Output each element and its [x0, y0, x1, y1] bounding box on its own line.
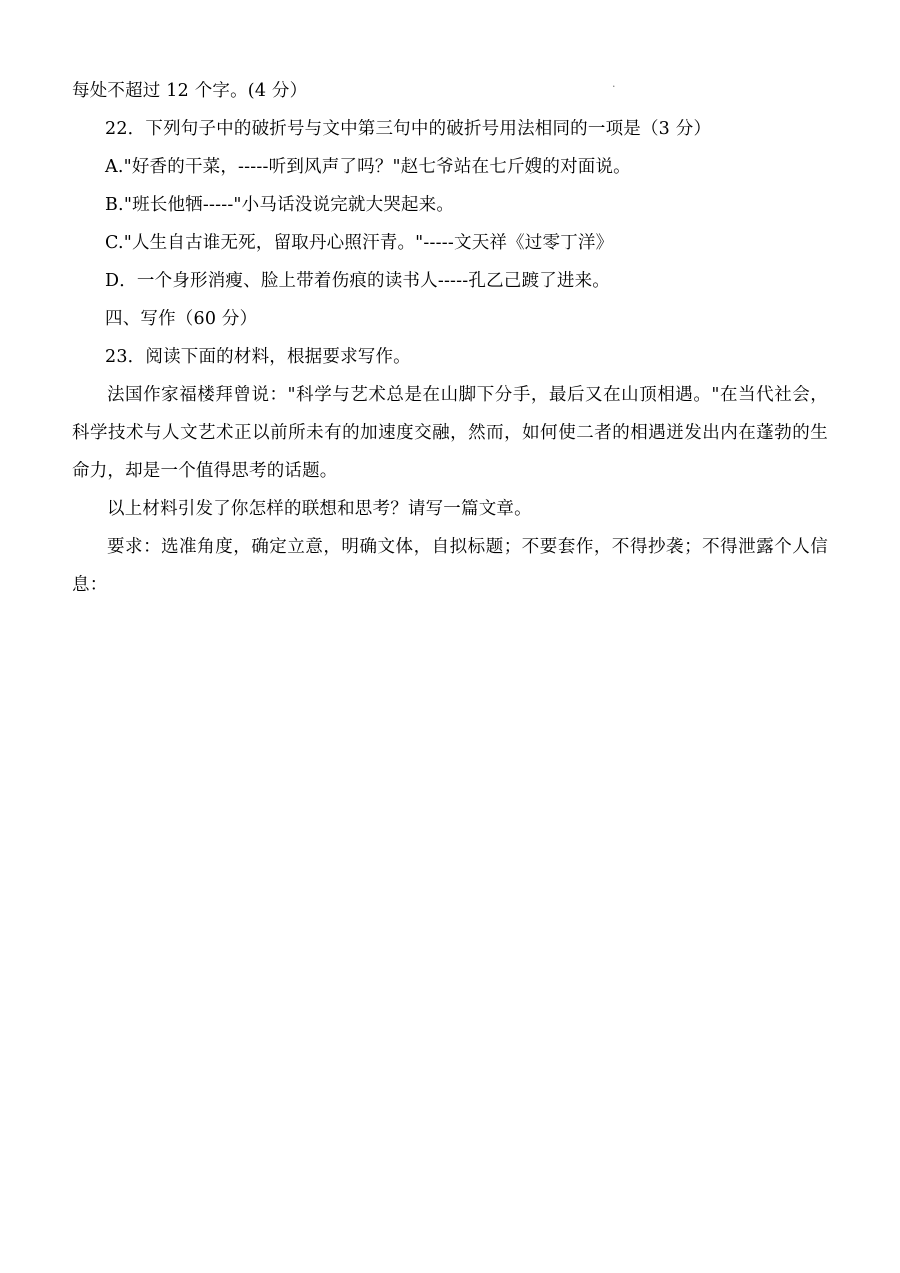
question-23-stem: 23．阅读下面的材料，根据要求写作。: [105, 347, 411, 367]
question-22-option-b: B."班长他牺-----"小马话没说完就大哭起来。: [105, 195, 455, 215]
question-22-stem: 22．下列句子中的破折号与文中第三句中的破折号用法相同的一项是（3 分）: [105, 119, 712, 139]
essay-prompt-paragraph: 以上材料引发了你怎样的联想和思考？请写一篇文章。: [107, 499, 532, 519]
essay-material-paragraph: 法国作家福楼拜曾说："科学与艺术总是在山脚下分手，最后又在山顶相遇。"在当代社会，科学技术与人文艺术正以前所未有的加速度交融，然而，如何使二者的相遇迸发出内在蓬勃的生命力，却是一个值得思考的话题。: [72, 385, 828, 481]
page-dot-mark: .: [612, 77, 616, 90]
document-body: [72, 72, 828, 604]
question-22-option-c: C."人生自古谁无死，留取丹心照汗青。"-----文天祥《过零丁洋》: [105, 233, 614, 253]
question-22-option-d: D．一个身形消瘦、脸上带着伤痕的读书人-----孔乙己踱了进来。: [105, 271, 610, 291]
question-22-option-a: A."好香的干菜，-----听到风声了吗？"赵七爷站在七斤嫂的对面说。: [105, 157, 631, 177]
essay-requirements-paragraph: 要求：选准角度，确定立意，明确文体，自拟标题；不要套作，不得抄袭；不得泄露个人信息：: [72, 537, 828, 595]
section-four-heading: 四、写作（60 分）: [105, 309, 258, 329]
line-top-continuation: 每处不超过 12 个字。(4 分）: [72, 81, 308, 101]
